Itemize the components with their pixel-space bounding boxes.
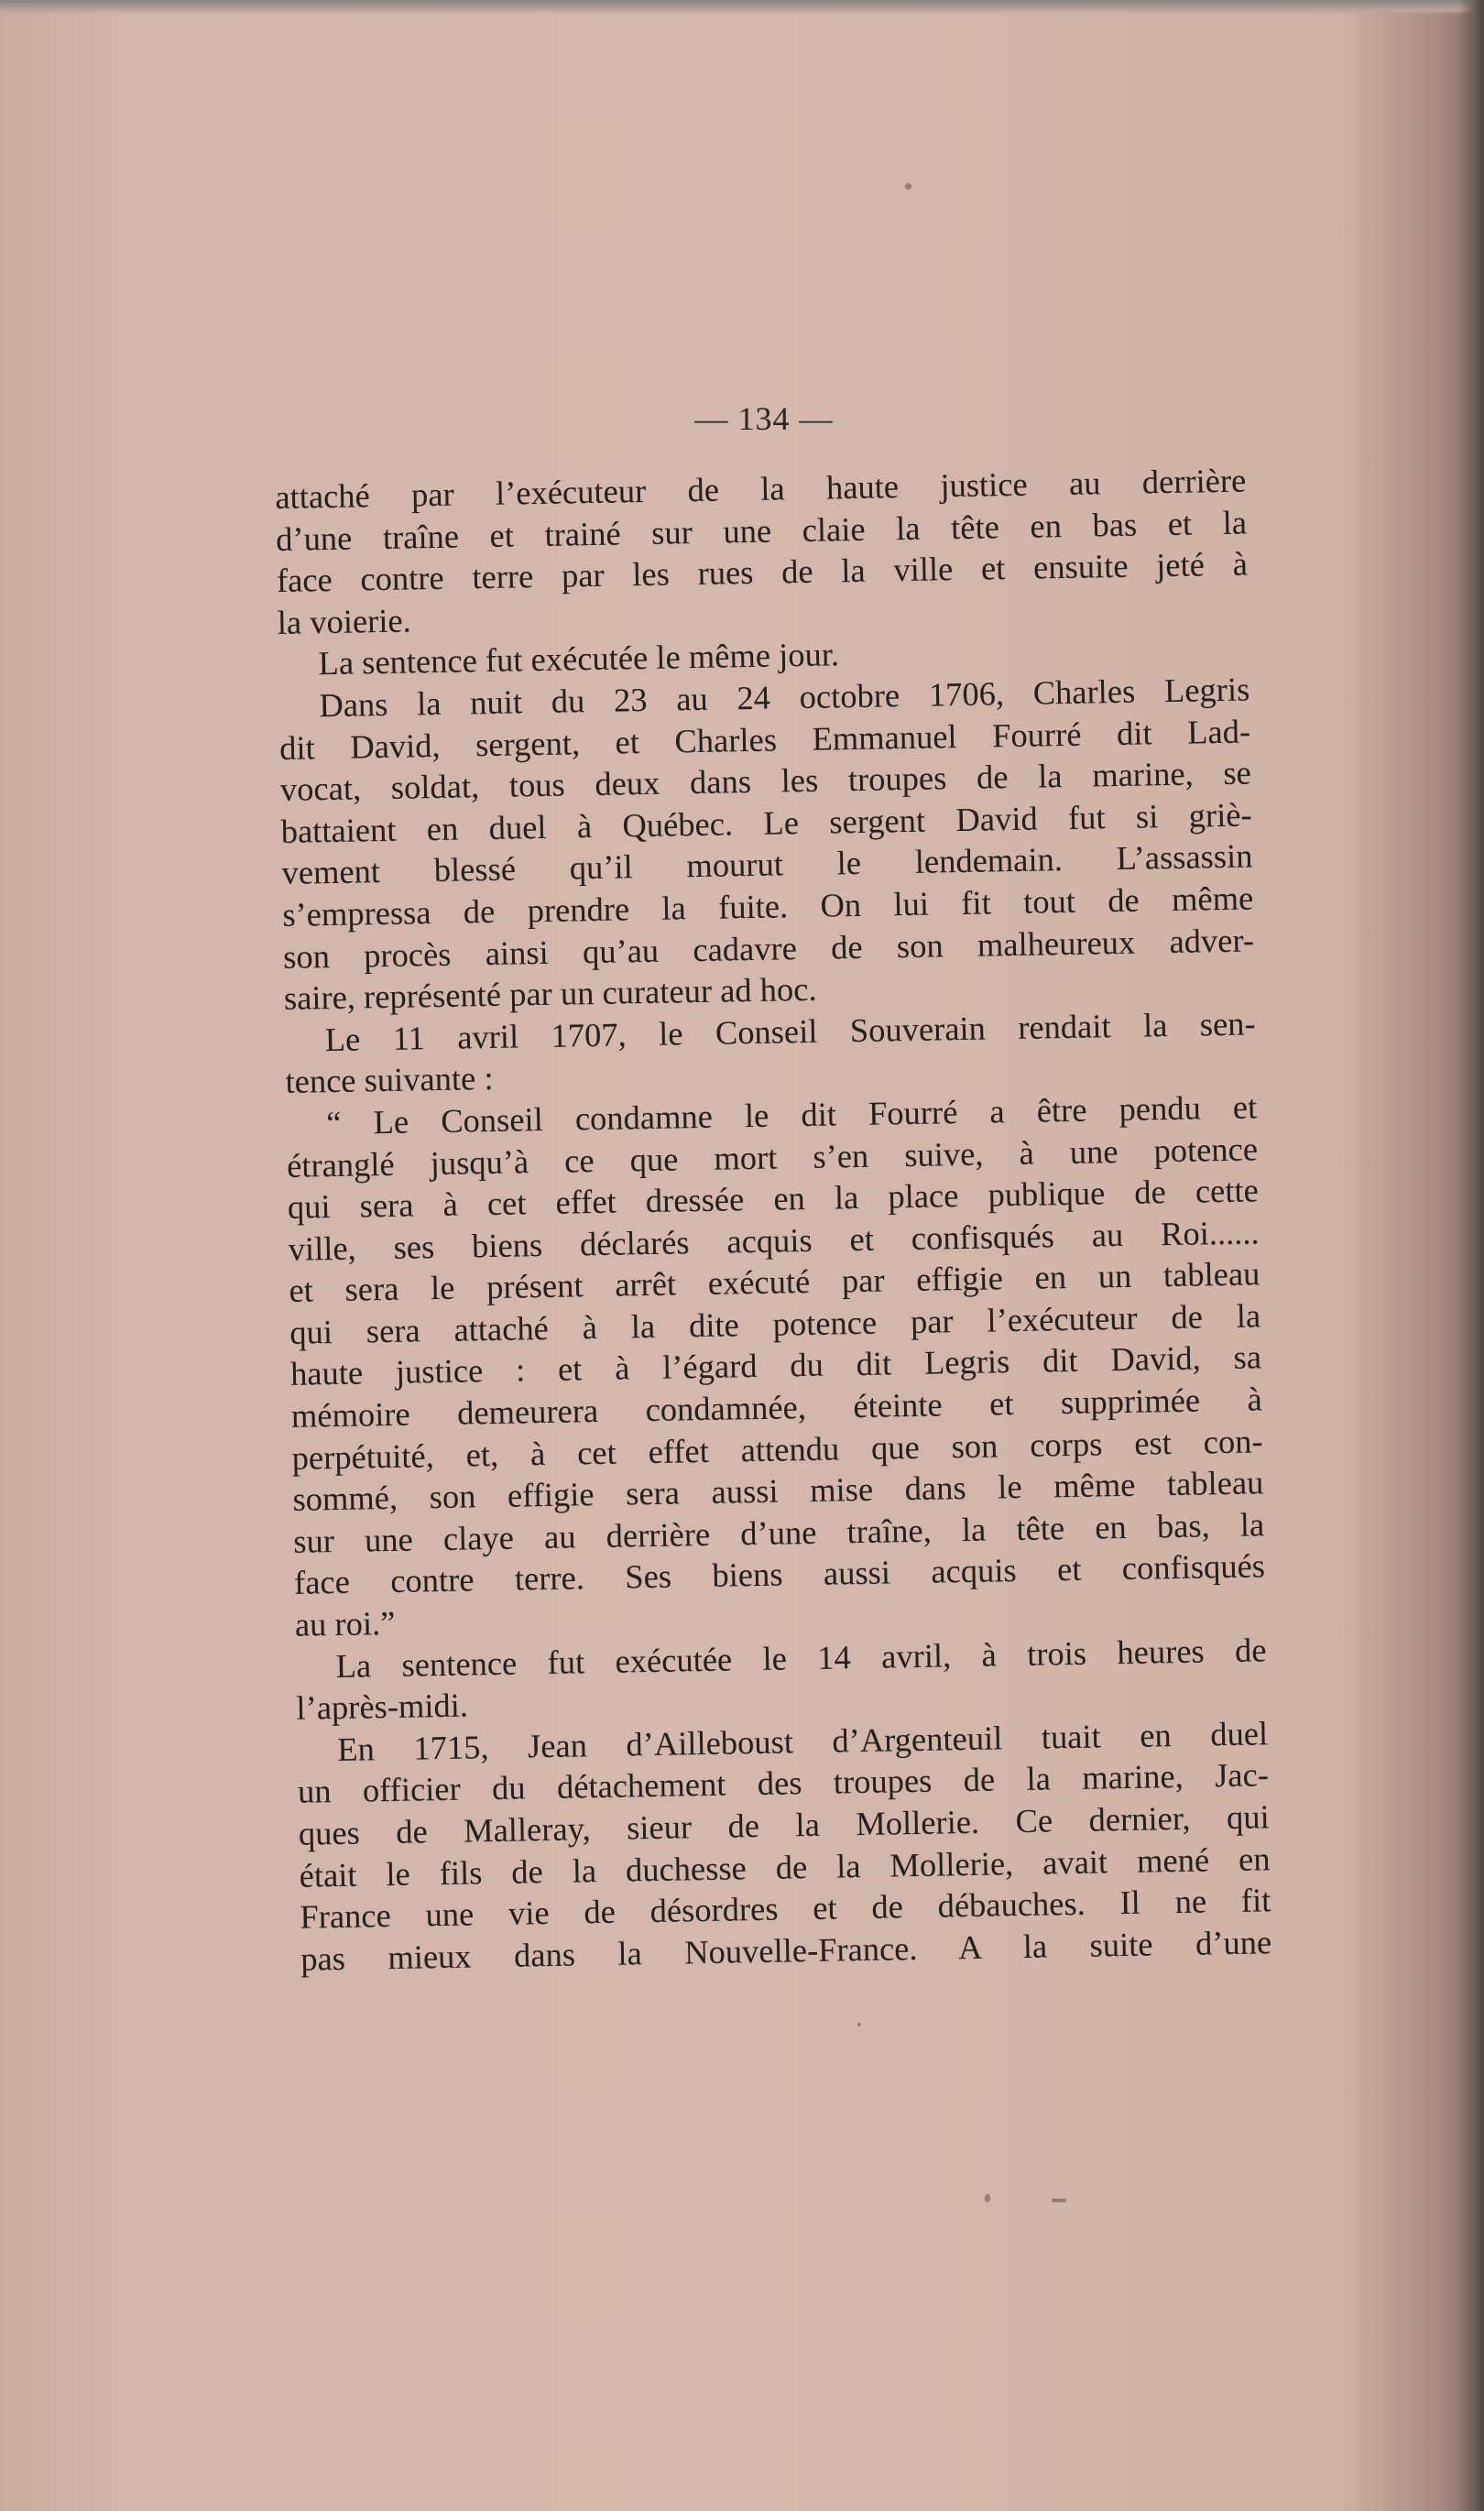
paper-speck (1052, 2199, 1066, 2202)
page-top-edge (0, 0, 1484, 15)
text-line: Le 11 avril 1707, le Conseil Souverain rendait la sen- (324, 1004, 1256, 1058)
text-line: vement blessé qu’il mourut le lendemain. L’assassin (281, 836, 1253, 892)
text-line: face contre terre par les rues de la ville et ensuite jeté à (276, 544, 1249, 600)
paper-speck (985, 2194, 990, 2202)
text-line: attaché par l’exécuteur de la haute justice au derrière (275, 461, 1247, 516)
text-line: d’une traîne et trainé sur une claie la tête en bas et la (275, 503, 1248, 558)
text-line: ville, ses biens déclarés acquis et confisqués au Roi...... (288, 1213, 1260, 1268)
text-line: l’après-midi. (296, 1686, 469, 1728)
text-line: au roi.” (294, 1603, 396, 1643)
text-line: Dans la nuit du 23 au 24 octobre 1706, Charles Legris (319, 670, 1250, 725)
text-line: sommé, son effigie sera aussi mise dans le même tableau (292, 1463, 1264, 1519)
paper-speck (905, 183, 911, 190)
text-line: s’empressa de prendre la fuite. On lui fit tout de même (281, 879, 1254, 933)
page-binding-shadow (1458, 0, 1484, 2511)
text-line: un officier du détachement des troupes de la marine, Jac- (297, 1755, 1270, 1811)
text-line: perpétuité, et, à cet effet attendu que son corps est con- (291, 1421, 1263, 1477)
text-line: son procès ainsi qu’au cadavre de son malheureux adver- (282, 920, 1255, 976)
text-line: pas mieux dans la Nouvelle-France. A la suite d’une (300, 1923, 1272, 1978)
text-line: saire, représenté par un curateur ad hoc. (283, 969, 817, 1018)
text-line: “ Le Conseil condamne le dit Fourré a être pendu et (325, 1087, 1258, 1142)
text-line: qui sera attaché à la dite potence par l’exécuteur de la (289, 1296, 1261, 1351)
text-line: tence suivante : (285, 1059, 494, 1101)
text-line: La sentence fut exécutée le même jour. (318, 635, 840, 682)
text-line: France une vie de désordres et de débauches. Il ne fit (300, 1881, 1271, 1936)
text-line: étranglé jusqu’à ce que mort s’en suive, à une potence (286, 1129, 1259, 1185)
text-line: battaient en duel à Québec. Le sergent David fut si griè- (280, 795, 1252, 850)
text-line: la voierie. (277, 601, 412, 641)
text-line: haute justice : et à l’égard du dit Legris dit David, sa (289, 1337, 1262, 1393)
text-line: ques de Malleray, sieur de la Mollerie. Ce dernier, qui (298, 1797, 1271, 1852)
text-line: et sera le présent arrêt exécuté par effigie en un tableau (289, 1254, 1260, 1310)
text-line: mémoire demeurera condamnée, éteinte et supprimée à (290, 1380, 1263, 1435)
paper-speck (857, 2023, 861, 2026)
text-line: sur une claye au derrière d’une traîne, la tête en bas, la (292, 1505, 1265, 1560)
text-line: En 1715, Jean d’Ailleboust d’Argenteuil tuait en duel (336, 1714, 1269, 1768)
text-line: face contre terre. Ses biens aussi acquis et confisqués (293, 1546, 1266, 1602)
page-number: — 134 — (694, 400, 834, 437)
text-line: La sentence fut exécutée le 14 avril, à trois heures de (335, 1630, 1267, 1685)
body-text (275, 460, 1271, 1981)
text-line: était le fils de la duchesse de la Mollerie, avait mené en (299, 1839, 1271, 1894)
text-line: dit David, sergent, et Charles Emmanuel Fourré dit Lad- (278, 712, 1251, 767)
text-line: vocat, soldat, tous deux dans les troupes de la marine, se (279, 753, 1252, 809)
text-line: qui sera à cet effet dressée en la place publique de cette (287, 1171, 1260, 1226)
